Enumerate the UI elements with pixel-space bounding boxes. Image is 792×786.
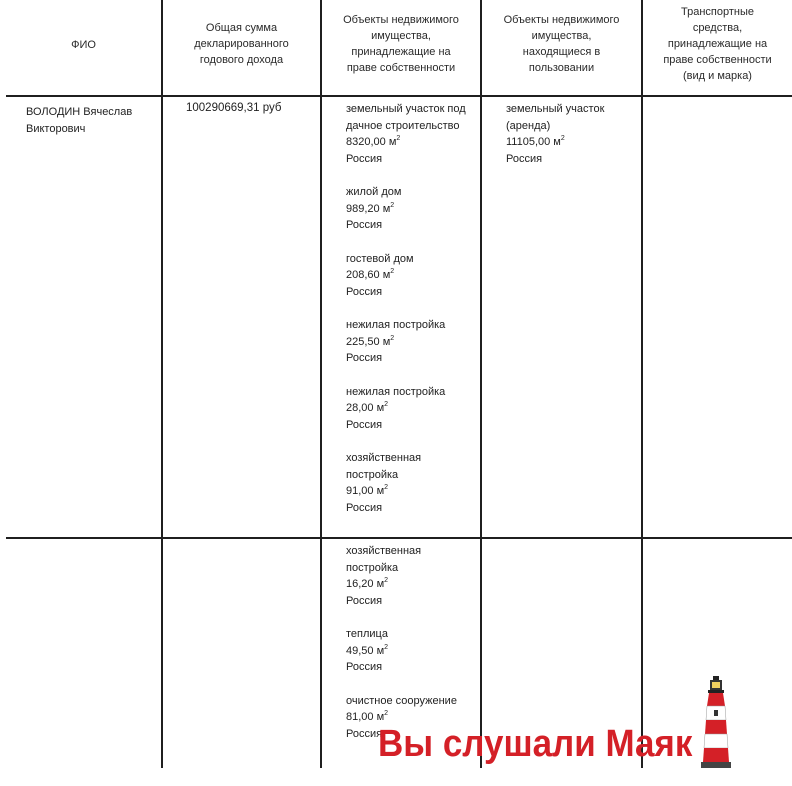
property-type: нежилая постройка: [346, 385, 446, 398]
header-owned-property: Объекты недвижимого имущества, принадлежащие на праве собственности: [343, 14, 459, 74]
header-income: Общая сумма декларированного годового дохода: [194, 22, 289, 66]
name-line: Викторович: [26, 122, 86, 135]
property-type: (аренда): [506, 119, 551, 132]
property-item: [346, 251, 481, 301]
property-type: хозяйственная: [346, 452, 422, 464]
property-country: Россия: [346, 285, 383, 298]
property-country: Россия: [346, 352, 383, 364]
property-area: 28,00 $м^2$: [346, 401, 389, 414]
property-type: постройка: [346, 468, 399, 481]
property-item: [346, 184, 481, 234]
used-property-list: [506, 101, 641, 184]
property-item: [346, 101, 481, 167]
property-item: [346, 543, 481, 609]
property-country: Россия: [346, 152, 383, 165]
income-value: 100290669,31 руб: [186, 102, 282, 114]
property-area: 8320,00 $м^2$: [346, 135, 401, 148]
header-used-property: Объекты недвижимого имущества, находящиеся в пользовании: [503, 14, 620, 74]
property-type: гостевой дом: [346, 252, 414, 265]
property-item: [346, 384, 481, 434]
column-divider: [161, 0, 163, 768]
property-country: Россия: [346, 501, 383, 514]
property-country: Россия: [346, 727, 383, 740]
row-divider: [6, 537, 792, 539]
property-area: 11105,00 $м^2$: [506, 135, 565, 148]
property-area: 989,20 $м^2$: [346, 201, 395, 215]
column-divider: [320, 0, 322, 768]
property-area: 208,60 $м^2$: [346, 268, 395, 281]
property-area: 91,00 $м^2$: [346, 484, 389, 497]
property-type: земельный участок: [506, 103, 605, 115]
property-country: Россия: [346, 219, 383, 231]
property-area: 225,50 $м^2$: [346, 334, 395, 348]
lighthouse-logo-icon: [698, 676, 734, 768]
property-type: нежилая постройка: [346, 319, 446, 331]
header-vehicles: Транспортные средства, принадлежащие на праве собственности (вид и марка): [663, 6, 772, 82]
property-item: [506, 101, 641, 167]
name-line: ВОЛОДИН Вячеслав: [26, 106, 133, 118]
property-country: Россия: [346, 418, 383, 431]
property-item: [346, 450, 481, 516]
property-type: хозяйственная: [346, 545, 422, 557]
property-area: 49,50 $м^2$: [346, 643, 389, 657]
property-type: жилой дом: [346, 186, 402, 198]
property-country: Россия: [506, 152, 543, 165]
property-item: [346, 626, 481, 676]
property-area: 81,00 $м^2$: [346, 710, 389, 723]
property-type: земельный участок под: [346, 103, 466, 115]
property-country: Россия: [346, 661, 383, 673]
person-name: [26, 104, 132, 137]
header-name: ФИО: [71, 39, 96, 51]
property-type: теплица: [346, 628, 388, 640]
property-area: 16,20 $м^2$: [346, 577, 389, 590]
column-divider: [641, 0, 643, 768]
watermark-text: Вы слушали Маяк: [378, 723, 693, 765]
property-type: постройка: [346, 561, 399, 574]
property-item: [346, 317, 481, 367]
property-country: Россия: [346, 594, 383, 607]
property-type: дачное строительство: [346, 119, 460, 132]
header-divider: [6, 95, 792, 97]
property-type: очистное сооружение: [346, 694, 457, 707]
owned-property-list: [346, 101, 481, 533]
